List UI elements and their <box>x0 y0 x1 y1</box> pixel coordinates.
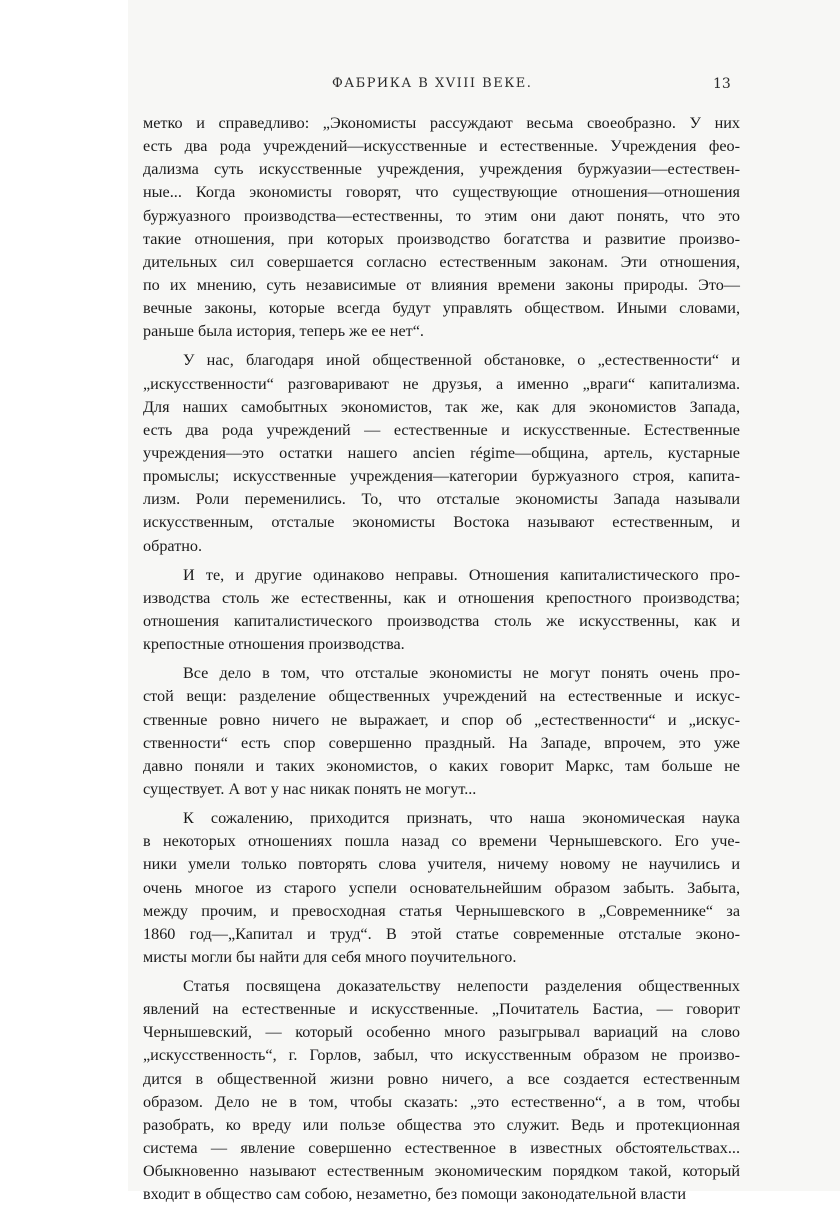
text-line: изводства столь же естественны, как и отношения крепостного производства; <box>143 588 740 607</box>
text-line: образом. Дело не в том, чтобы сказать: „это естественно“, а в том, чтобы <box>143 1092 740 1111</box>
text-line: вечные законы, которые всегда будут управлять обществом. Иными словами, <box>143 299 740 318</box>
paragraph <box>143 807 740 969</box>
text-line: между прочим, и превосходная статья Чернышевского в „Современнике“ за <box>143 901 740 920</box>
text-line: „искусственности“ разговаривают не друзья, а именно „враги“ капитализма. <box>143 374 740 393</box>
text-line: дительных сил совершается согласно естественным законам. Эти отношения, <box>143 252 740 271</box>
text-line: система — явление совершенно естественное в известных обстоятельствах... <box>143 1139 740 1158</box>
text-line: Все дело в том, что отсталые экономисты не могут понять очень про- <box>183 664 740 683</box>
paragraph <box>143 112 740 343</box>
paragraph <box>143 662 740 801</box>
text-line: Чернышевский, — который особенно много разыгрывал вариаций на слово <box>143 1023 740 1042</box>
text-line: есть два рода учреждений — естественные и искусственные. Естественные <box>143 420 740 439</box>
text-line: обратно. <box>143 536 203 555</box>
text-line: ственности“ есть спор совершенно праздный. На Западе, впрочем, это уже <box>143 733 740 752</box>
text-line: Для наших самобытных экономистов, так же, как для экономистов Запада, <box>143 397 740 416</box>
text-line: буржуазного производства—естественны, то этим они дают понять, что это <box>143 206 740 225</box>
text-line: очень многое из старого успели основательнейшим образом забыть. Забыта, <box>143 878 740 897</box>
text-line: существует. А вот у нас никак понять не могут... <box>143 779 477 798</box>
text-line: есть два рода учреждений—искусственные и естественные. Учреждения фео- <box>143 137 740 156</box>
text-line: отношения капиталистического производства столь же искусственны, как и <box>143 611 740 630</box>
text-line: ственные ровно ничего не выражает, и спор об „естественности“ и „искус- <box>143 710 740 729</box>
text-line: по их мнению, суть независимые от влияния времени законы природы. Это— <box>143 275 740 294</box>
paragraph <box>143 975 740 1206</box>
text-line: мисты могли бы найти для себя много поучительного. <box>143 947 517 966</box>
text-line: раньше была история, теперь же ее нет“. <box>143 322 424 341</box>
text-line: 1860 год—„Капитал и труд“. В этой статье современные отсталые эконо- <box>143 924 740 943</box>
text-line: „искусственность“, г. Горлов, забыл, что искусственным образом не произво- <box>143 1046 740 1065</box>
text-line: И те, и другие одинаково неправы. Отношения капиталистического про- <box>183 565 740 584</box>
text-line: искусственным, отсталые экономисты Востока называют естественным, и <box>143 513 740 532</box>
text-line: давно поняли и таких экономистов, о каких говорит Маркс, там больше не <box>143 756 740 775</box>
text-line: стой вещи: разделение общественных учреждений на естественные и искус- <box>143 687 740 706</box>
text-line: ники умели только повторять слова учителя, ничему новому не научились и <box>143 855 740 874</box>
page-number: 13 <box>713 76 731 92</box>
text-line: лизм. Роли переменились. То, что отсталые экономисты Запада называли <box>143 490 740 509</box>
text-line: в некоторых отношениях пошла назад со времени Чернышевского. Его уче- <box>143 832 740 851</box>
text-line: дится в общественной жизни ровно ничего, а все создается естественным <box>143 1069 740 1088</box>
text-line: промыслы; искусственные учреждения—категории буржуазного строя, капита- <box>143 467 740 486</box>
text-line: К сожалению, приходится признать, что наша экономическая наука <box>183 809 740 828</box>
text-line: У нас, благодаря иной общественной обстановке, о „естественности“ и <box>183 351 740 370</box>
running-head <box>0 76 840 98</box>
text-line: Обыкновенно называют естественным экономическим порядком такой, который <box>143 1162 740 1181</box>
text-line: входит в общество сам собою, незаметно, без помощи законодательной власти <box>143 1185 687 1204</box>
text-line: такие отношения, при которых производство богатства и развитие произво- <box>143 229 740 248</box>
body-text <box>143 112 740 1212</box>
text-line: разобрать, ко вреду или пользе общества это служит. Ведь и протекционная <box>143 1115 740 1134</box>
text-line: явлений на естественные и искусственные. „Почитатель Бастиа, — говорит <box>143 1000 740 1019</box>
text-line: учреждения—это остатки нашего ancien régime—община, артель, кустарные <box>143 443 740 462</box>
text-line: крепостные отношения производства. <box>143 635 405 654</box>
text-line: Статья посвящена доказательству нелепости разделения общественных <box>183 977 740 996</box>
running-title: ФАБРИКА В XVIII ВЕКЕ. <box>332 76 533 91</box>
text-line: метко и справедливо: „Экономисты рассуждают весьма своеобразно. У них <box>143 114 740 132</box>
text-line: ные... Когда экономисты говорят, что существующие отношения—отношения <box>143 183 740 202</box>
paragraph <box>143 349 740 557</box>
paragraph <box>143 564 740 657</box>
text-line: дализма суть искусственные учреждения, учреждения буржуазии—естествен- <box>143 160 740 179</box>
